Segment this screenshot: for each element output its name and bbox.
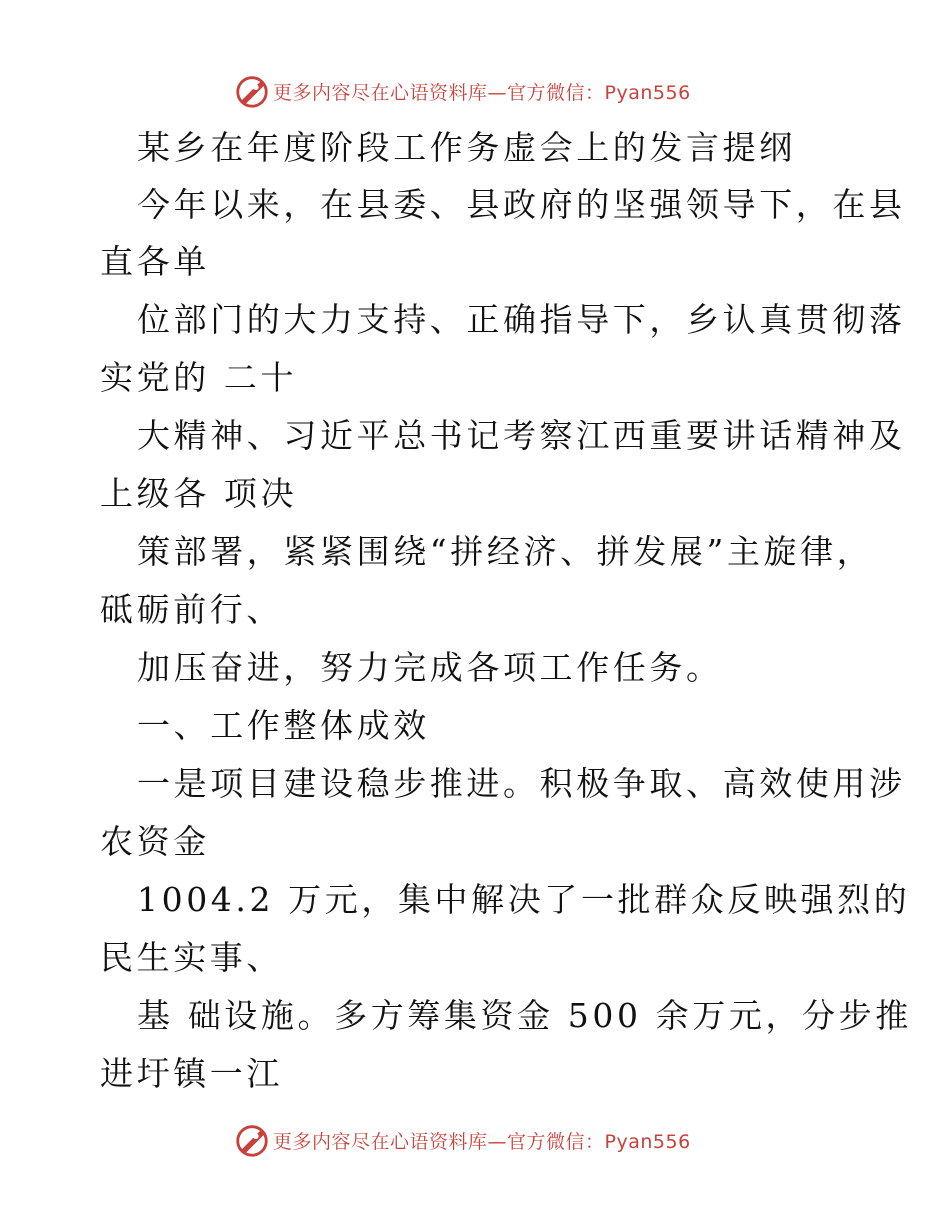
paragraph-line: 基 础设施。多方筹集资金 500 余万元，分步推 — [137, 996, 912, 1035]
paragraph-line: 进圩镇一江 — [100, 1054, 283, 1093]
section-heading: 一、工作整体成效 — [137, 706, 430, 745]
watermark-text: 更多内容尽在心语资料库—官方微信：Pyan556 — [273, 81, 691, 104]
paragraph-line: 砥砺前行、 — [100, 590, 283, 629]
document-title: 某乡在年度阶段工作务虚会上的发言提纲 — [137, 128, 796, 167]
paragraph-line: 直各单 — [100, 242, 210, 281]
paragraph-line: 上级各 项决 — [100, 474, 298, 513]
paragraph-line: 实党的 二十 — [100, 358, 298, 397]
paragraph-line: 策部署，紧紧围绕“拼经济、拼发展”主旋律， — [137, 532, 874, 571]
watermark-text: 更多内容尽在心语资料库—官方微信：Pyan556 — [273, 1130, 691, 1153]
pen-logo-icon — [233, 1121, 271, 1159]
paragraph-line: 加压奋进，努力完成各项工作任务。 — [137, 648, 723, 687]
paragraph-line: 大精神、习近平总书记考察江西重要讲话精神及 — [137, 416, 906, 455]
pen-logo-icon — [233, 72, 271, 110]
paragraph-line: 1004.2 万元，集中解决了一批群众反映强烈的 — [137, 880, 911, 919]
paragraph-line: 一是项目建设稳步推进。积极争取、高效使用涉 — [137, 764, 906, 803]
paragraph-line: 今年以来，在县委、县政府的坚强领导下，在县 — [137, 185, 906, 224]
header-watermark — [233, 71, 691, 111]
paragraph-line: 农资金 — [100, 822, 210, 861]
paragraph-line: 民生实事、 — [100, 938, 283, 977]
footer-watermark — [233, 1120, 691, 1160]
paragraph-line: 位部门的大力支持、正确指导下，乡认真贯彻落 — [137, 300, 906, 339]
